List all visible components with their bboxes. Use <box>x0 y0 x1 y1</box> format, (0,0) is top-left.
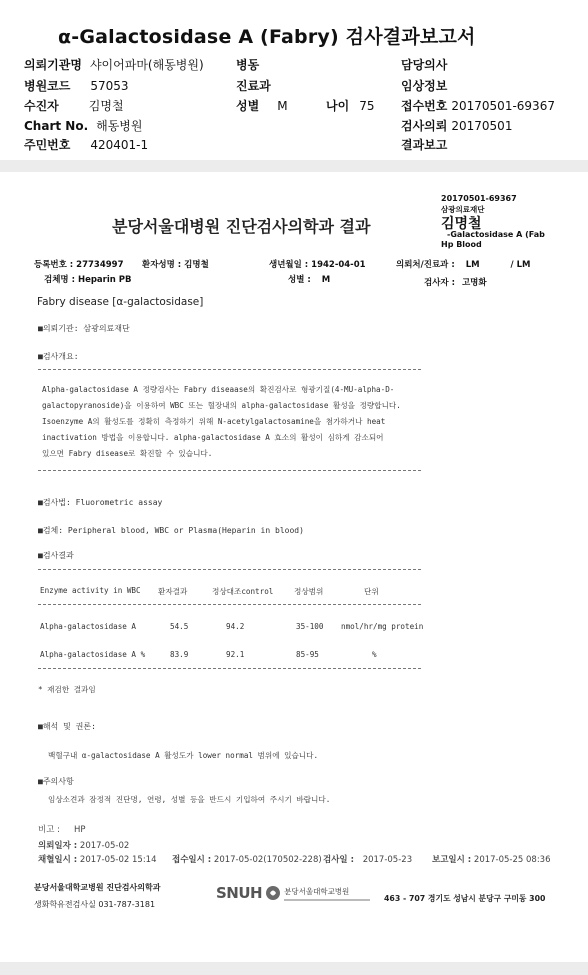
request-date: 의뢰일자 : 2017-05-02 <box>38 841 130 851</box>
interpretation-heading: ■해석 및 권론: <box>38 722 96 731</box>
info-sex: 성별 : M <box>288 275 331 285</box>
specimen-line: ■검체: Peripheral blood, WBC or Plasma(Heparin in blood) <box>38 526 304 535</box>
header-field-department: 진료과 <box>236 79 271 93</box>
logo-subline <box>284 899 370 901</box>
table-header: 환자결과 <box>158 587 188 596</box>
header-field-clinical-info: 임상정보 <box>401 79 448 93</box>
info-dob: 생년월일 : 1942-04-01 <box>269 260 366 270</box>
table-cell: nmol/hr/mg protein <box>341 622 424 631</box>
overview-line: galactopyranoside)을 이용하여 WBC 또는 혈장내의 alpha-galactosidase 활성을 정량합니다. <box>42 401 401 410</box>
table-cell: Alpha-galactosidase A % <box>40 650 146 659</box>
divider <box>38 604 421 605</box>
divider <box>38 668 421 669</box>
report-header <box>0 0 588 160</box>
overview-line: inactivation 방법을 이용합니다. alpha-galactosidase A 효소의 활성이 심하게 감소되어 <box>42 433 384 442</box>
scanned-lab-report <box>0 172 588 962</box>
footer-organization: 분당서울대학교병원 진단검사의학과 <box>34 883 161 892</box>
header-field-hospital-code: 병원코드 57053 <box>24 79 129 93</box>
results-heading: ■검사결과 <box>38 551 74 560</box>
interpretation-text: 백혈구내 α-galactosidase A 활성도가 lower normal 범위에 있습니다. <box>48 751 319 760</box>
collection-time: 채혈일시 : 2017-05-02 15:14 <box>38 855 157 865</box>
table-cell: 83.9 <box>170 650 189 659</box>
header-field-institution: 의뢰기관명 샤이어파마(해동병원) <box>24 58 204 72</box>
table-cell: % <box>372 650 377 659</box>
corner-specimen: Hp Blood <box>441 240 482 249</box>
report-title: α-Galactosidase A (Fabry) 검사결과보고서 <box>58 26 476 48</box>
header-field-ward: 병동 <box>236 58 260 72</box>
method-line: ■검사법: Fluorometric assay <box>38 498 163 507</box>
report-time: 보고일시 : 2017-05-25 08:36 <box>432 855 551 865</box>
institution-line: ■의뢰기관: 삼광의료재단 <box>38 324 130 333</box>
table-header: Enzyme activity in WBC <box>40 586 141 595</box>
header-field-patient: 수진자 김명철 <box>24 99 124 113</box>
header-field-age: 나이 75 <box>326 99 375 113</box>
divider <box>38 369 421 370</box>
table-header: 단위 <box>364 587 379 596</box>
retest-note: * 재검한 결과임 <box>38 685 96 694</box>
info-reg: 등록번호 : 27734997 <box>34 260 124 270</box>
table-cell: 92.1 <box>226 650 245 659</box>
test-title: Fabry disease [α-galactosidase] <box>37 296 204 308</box>
table-header: 정상대조control <box>212 587 274 596</box>
corner-org: 삼광의료재단 <box>441 205 485 214</box>
notes-heading: ■주의사항 <box>38 777 74 786</box>
info-specimen: 검체명 : Heparin PB <box>44 275 132 285</box>
footer-address: 463 - 707 경기도 성남시 분당구 구미동 300 <box>384 894 546 903</box>
header-field-chart-no: Chart No. 해동병원 <box>24 119 143 133</box>
snuh-emblem-icon <box>265 885 281 901</box>
header-field-resident-no: 주민번호 420401-1 <box>24 138 149 152</box>
info-examiner: 검사자 : 고명화 <box>424 278 487 288</box>
header-field-receipt-no: 접수번호 20170501-69367 <box>401 99 555 113</box>
info-patient: 환자성명 : 김명철 <box>142 260 209 270</box>
footer-phone: 생화학유전검사실 031-787-3181 <box>34 900 156 909</box>
remark: 비고 : HP <box>38 825 86 835</box>
overview-line: Alpha-galactosidase A 정량검사는 Fabry diseaase의 확진검사로 형광기질(4-MU-alpha-D- <box>42 385 395 394</box>
table-cell: 94.2 <box>226 622 245 631</box>
info-dept: 의뢰처/진료과 : LM / LM <box>396 260 531 270</box>
corner-patient-name: 김명철 <box>441 216 482 232</box>
divider <box>38 470 421 471</box>
report-heading: 분당서울대병원 진단검사의학과 결과 <box>112 217 371 236</box>
test-date: 검사일 : 2017-05-23 <box>323 855 413 865</box>
table-cell: 35-100 <box>296 622 324 631</box>
divider <box>38 569 421 570</box>
header-field-request-date: 검사의뢰 20170501 <box>401 119 513 133</box>
header-field-doctor: 담당의사 <box>401 58 448 72</box>
corner-accession: 20170501-69367 <box>441 194 517 203</box>
table-cell: Alpha-galactosidase A <box>40 622 137 631</box>
snuh-logo: SNUH 분당서울대학교병원 <box>216 884 370 902</box>
header-field-sex: 성별 M <box>236 99 288 113</box>
overview-line: Isoenzyme A의 활성도를 정확히 측정하기 위해 N-acetylgalactosamine을 첨가하거나 heat <box>42 417 386 426</box>
header-field-result-report: 결과보고 <box>401 138 448 152</box>
notes-text: 임상소견과 잠정적 진단명, 연령, 성별 등을 반드시 기입하여 주시기 바랍니다. <box>48 795 331 804</box>
overview-line: 있으면 Fabry disease로 확진할 수 있습니다. <box>42 449 213 458</box>
overview-heading: ■검사개요: <box>38 352 79 361</box>
table-cell: 54.5 <box>170 622 189 631</box>
table-header: 정상범위 <box>294 587 324 596</box>
receipt-time: 접수일시 : 2017-05-02(170502-228) <box>172 855 322 865</box>
corner-test: -Galactosidase A (Fab <box>447 230 545 239</box>
table-cell: 85-95 <box>296 650 319 659</box>
